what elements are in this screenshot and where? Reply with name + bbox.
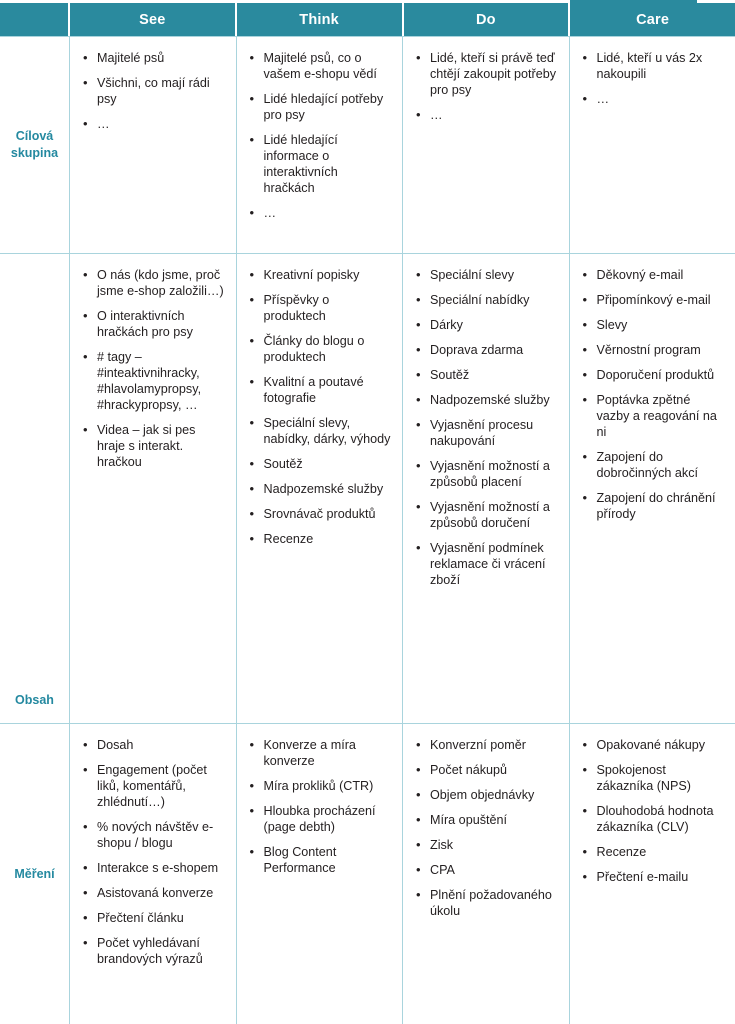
cell-mereni-care: [570, 724, 735, 1024]
list-item: • Majitelé psů: [82, 51, 226, 67]
list-item: • Recenze: [249, 532, 393, 548]
list-item: • O nás (kdo jsme, proč jsme e-shop založili…): [82, 268, 226, 300]
list-item: • Slevy: [582, 318, 726, 334]
column-header-think-label: Think: [299, 11, 339, 28]
cell-mereni-think: [237, 724, 404, 1024]
column-header-think: [237, 3, 404, 36]
bullet-list: [243, 51, 393, 222]
list-item: • Spokojenost zákazníka (NPS): [582, 763, 726, 795]
bullet-list: [243, 268, 393, 548]
list-item: • …: [249, 206, 393, 222]
list-item: • Počet vyhledávaní brandových výrazů: [82, 936, 226, 968]
list-item: • Poptávka zpětné vazby a reagování na ni: [582, 393, 726, 441]
cell-mereni-do: [403, 724, 570, 1024]
cell-obsah-think: [237, 254, 404, 723]
bullet-list: [576, 738, 726, 886]
list-item: • Objem objednávky: [415, 788, 559, 804]
list-item: • Nadpozemské služby: [415, 393, 559, 409]
list-item: • Lidé, kteří si právě teď chtějí zakoupit potřeby pro psy: [415, 51, 559, 99]
list-item: • Lidé, kteří u vás 2x nakoupili: [582, 51, 726, 83]
list-item: • Lidé hledající potřeby pro psy: [249, 92, 393, 124]
list-item: • Plnění požadovaného úkolu: [415, 888, 559, 920]
list-item: • Příspěvky o produktech: [249, 293, 393, 325]
cell-cilova-skupina-care: [570, 37, 735, 253]
list-item: • Míra prokliků (CTR): [249, 779, 393, 795]
list-item: • Konverzní poměr: [415, 738, 559, 754]
list-item: • Přečtení e-mailu: [582, 870, 726, 886]
list-item: • Míra opuštění: [415, 813, 559, 829]
column-header-see-label: See: [139, 11, 166, 28]
bullet-list: [76, 51, 226, 133]
list-item: • CPA: [415, 863, 559, 879]
list-item: • Opakované nákupy: [582, 738, 726, 754]
list-item: • Speciální nabídky: [415, 293, 559, 309]
list-item: • Věrnostní program: [582, 343, 726, 359]
list-item: • …: [415, 108, 559, 124]
list-item: • Majitelé psů, co o vašem e-shopu vědí: [249, 51, 393, 83]
cell-cilova-skupina-see: [70, 37, 237, 253]
list-item: • Doprava zdarma: [415, 343, 559, 359]
list-item: • Interakce s e-shopem: [82, 861, 226, 877]
list-item: • % nových návštěv e-shopu / blogu: [82, 820, 226, 852]
list-item: • Přečtení článku: [82, 911, 226, 927]
list-item: • Recenze: [582, 845, 726, 861]
list-item: • Zisk: [415, 838, 559, 854]
list-item: • Soutěž: [249, 457, 393, 473]
list-item: • Soutěž: [415, 368, 559, 384]
list-item: • Vyjasnění možností a způsobů doručení: [415, 500, 559, 532]
bullet-list: [409, 51, 559, 124]
cell-cilova-skupina-think: [237, 37, 404, 253]
list-item: • Dosah: [82, 738, 226, 754]
list-item: • Počet nákupů: [415, 763, 559, 779]
table-body: [0, 36, 735, 1024]
table-row: [0, 37, 735, 254]
list-item: • Speciální slevy, nabídky, dárky, výhody: [249, 416, 393, 448]
column-header-do-label: Do: [476, 11, 496, 28]
list-item: • Nadpozemské služby: [249, 482, 393, 498]
row-label-cilova-skupina: Cílová skupina: [0, 37, 70, 253]
list-item: • Všichni, co mají rádi psy: [82, 76, 226, 108]
list-item: • Speciální slevy: [415, 268, 559, 284]
bullet-list: [576, 268, 726, 523]
cell-obsah-do: [403, 254, 570, 723]
table-row: [0, 254, 735, 724]
column-header-care: [570, 0, 735, 36]
list-item: • Videa – jak si pes hraje s interakt. hračkou: [82, 423, 226, 471]
column-header-do: [404, 3, 571, 36]
list-item: • …: [582, 92, 726, 108]
list-item: • Děkovný e-mail: [582, 268, 726, 284]
list-item: • O interaktivních hračkách pro psy: [82, 309, 226, 341]
header-corner-cell: [0, 3, 70, 36]
bullet-list: [243, 738, 393, 877]
list-item: • …: [82, 117, 226, 133]
row-label-obsah: Obsah: [0, 254, 70, 723]
list-item: • Kvalitní a poutavé fotografie: [249, 375, 393, 407]
list-item: • Konverze a míra konverze: [249, 738, 393, 770]
list-item: • Lidé hledající informace o interaktivních hračkách: [249, 133, 393, 197]
bullet-list: [409, 268, 559, 589]
column-header-care-label: Care: [636, 11, 670, 28]
list-item: • Srovnávač produktů: [249, 507, 393, 523]
list-item: • Vyjasnění procesu nakupování: [415, 418, 559, 450]
list-item: • Kreativní popisky: [249, 268, 393, 284]
list-item: • Dlouhodobá hodnota zákazníka (CLV): [582, 804, 726, 836]
table-row: [0, 724, 735, 1024]
list-item: • Hloubka procházení (page debth): [249, 804, 393, 836]
list-item: • Připomínkový e-mail: [582, 293, 726, 309]
list-item: • Zapojení do dobročinných akcí: [582, 450, 726, 482]
cell-obsah-care: [570, 254, 735, 723]
list-item: • Články do blogu o produktech: [249, 334, 393, 366]
list-item: • Dárky: [415, 318, 559, 334]
list-item: • Engagement (počet liků, komentářů, zhlédnutí…): [82, 763, 226, 811]
list-item: • Zapojení do chránění přírody: [582, 491, 726, 523]
bullet-list: [576, 51, 726, 108]
list-item: • Vyjasnění možností a způsobů placení: [415, 459, 559, 491]
column-header-see: [70, 3, 237, 36]
bullet-list: [76, 738, 226, 968]
cell-obsah-see: [70, 254, 237, 723]
table-header-row: [0, 0, 735, 36]
bullet-list: [76, 268, 226, 471]
cell-mereni-see: [70, 724, 237, 1024]
row-label-mereni: Měření: [0, 724, 70, 1024]
list-item: • # tagy – #inteaktivnihracky, #hlavolamypropsy, #hrackypropsy, …: [82, 350, 226, 414]
list-item: • Vyjasnění podmínek reklamace či vrácení zboží: [415, 541, 559, 589]
list-item: • Doporučení produktů: [582, 368, 726, 384]
list-item: • Blog Content Performance: [249, 845, 393, 877]
bullet-list: [409, 738, 559, 920]
cell-cilova-skupina-do: [403, 37, 570, 253]
list-item: • Asistovaná konverze: [82, 886, 226, 902]
